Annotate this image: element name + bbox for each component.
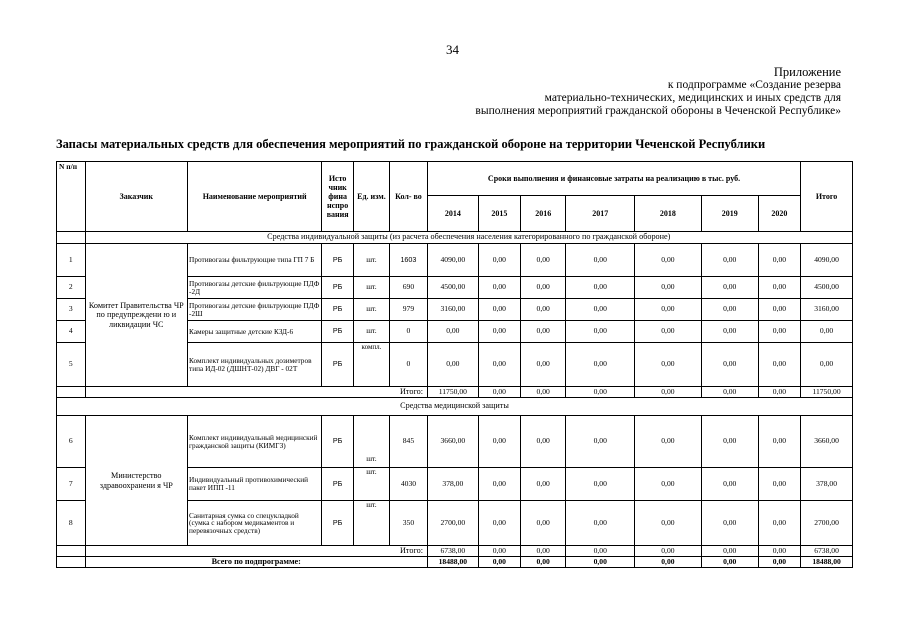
document-title: Запасы материальных средств для обеспечения мероприятий по гражданской обороне на территории Чеченской Республики [56, 137, 766, 151]
value-2018: 0,00 [635, 501, 702, 546]
subtotal-2018: 0,00 [635, 387, 702, 398]
value-2016: 0,00 [520, 468, 565, 501]
source: РБ [322, 321, 354, 343]
source: РБ [322, 501, 354, 546]
header-year: 2016 [520, 196, 565, 232]
value-2016: 0,00 [520, 277, 565, 299]
value-2020: 0,00 [758, 321, 800, 343]
grand-total-2020: 0,00 [758, 557, 800, 568]
value-2014: 0,00 [427, 343, 478, 387]
item-name: Комплект индивидуальный медицинский гражданской защиты (КИМГЗ) [188, 416, 322, 468]
subtotal-2015: 0,00 [478, 387, 520, 398]
subtotal-total: 6738,00 [801, 546, 853, 557]
section-title: Средства индивидуальной защиты (из расчета обеспечения населения категорированного по гражданской обороне) [85, 232, 852, 244]
value-2019: 0,00 [701, 468, 758, 501]
unit: шт. [353, 501, 389, 546]
source: РБ [322, 277, 354, 299]
header-num: N п/п [57, 162, 86, 232]
value-2017: 0,00 [566, 501, 635, 546]
subtotal-2016: 0,00 [520, 387, 565, 398]
grand-total-2016: 0,00 [520, 557, 565, 568]
row-num: 2 [57, 277, 86, 299]
value-2014: 2700,00 [427, 501, 478, 546]
supplies-table [56, 161, 853, 568]
subtotal-2015: 0,00 [478, 546, 520, 557]
value-2014: 0,00 [427, 321, 478, 343]
value-2017: 0,00 [566, 321, 635, 343]
row-num: 6 [57, 416, 86, 468]
value-2017: 0,00 [566, 468, 635, 501]
value-2015: 0,00 [478, 416, 520, 468]
grand-total-2017: 0,00 [566, 557, 635, 568]
qty: 350 [389, 501, 427, 546]
subtotal-2014: 6738,00 [427, 546, 478, 557]
value-2020: 0,00 [758, 501, 800, 546]
value-2020: 0,00 [758, 299, 800, 321]
row-num: 4 [57, 321, 86, 343]
row-num: 1 [57, 244, 86, 277]
value-2019: 0,00 [701, 416, 758, 468]
appendix-header [475, 66, 841, 118]
table-row [57, 416, 853, 468]
row-num: 3 [57, 299, 86, 321]
qty: 4030 [389, 468, 427, 501]
value-2019: 0,00 [701, 321, 758, 343]
header-year: 2015 [478, 196, 520, 232]
row-num: 5 [57, 343, 86, 387]
subtotal-2017: 0,00 [566, 387, 635, 398]
subtotal-2018: 0,00 [635, 546, 702, 557]
header-year: 2017 [566, 196, 635, 232]
section-spacer [57, 232, 86, 244]
value-2015: 0,00 [478, 277, 520, 299]
subtotal-2019: 0,00 [701, 546, 758, 557]
qty: 690 [389, 277, 427, 299]
unit: шт. [353, 299, 389, 321]
value-2018: 0,00 [635, 299, 702, 321]
subtotal-row [57, 387, 853, 398]
header-year: 2014 [427, 196, 478, 232]
value-2017: 0,00 [566, 277, 635, 299]
value-2019: 0,00 [701, 299, 758, 321]
row-num: 8 [57, 501, 86, 546]
value-2019: 0,00 [701, 501, 758, 546]
subtotal-2019: 0,00 [701, 387, 758, 398]
item-name: Противогазы детские фильтрующие ПДФ -2Д [188, 277, 322, 299]
value-2016: 0,00 [520, 244, 565, 277]
header-qty: Кол- во [389, 162, 427, 232]
qty: 845 [389, 416, 427, 468]
value-2015: 0,00 [478, 299, 520, 321]
subtotal-2017: 0,00 [566, 546, 635, 557]
header-period: Сроки выполнения и финансовые затраты на реализацию в тыс. руб. [427, 162, 800, 196]
item-name: Санитарная сумка со спецукладкой (сумка с набором медикаментов и перевязочных средств) [188, 501, 322, 546]
value-2020: 0,00 [758, 416, 800, 468]
source: РБ [322, 343, 354, 387]
unit: шт. [353, 468, 389, 501]
grand-total-spacer [57, 557, 86, 568]
source: РБ [322, 299, 354, 321]
unit: шт. [353, 244, 389, 277]
subtotal-row [57, 546, 853, 557]
item-name: Противогазы фильтрующие типа ГП 7 Б [188, 244, 322, 277]
unit: шт. [353, 321, 389, 343]
qty: 0 [389, 321, 427, 343]
row-total: 0,00 [801, 343, 853, 387]
value-2014: 378,00 [427, 468, 478, 501]
grand-total-2018: 0,00 [635, 557, 702, 568]
row-total: 4500,00 [801, 277, 853, 299]
subtotal-2020: 0,00 [758, 546, 800, 557]
subtotal-2016: 0,00 [520, 546, 565, 557]
qty: 0 [389, 343, 427, 387]
appendix-line: материально-технических, медицинских и иных средств для [544, 92, 841, 104]
value-2014: 3660,00 [427, 416, 478, 468]
item-name: Противогазы детские фильтрующие ПДФ -2Ш [188, 299, 322, 321]
item-name: Камеры защитные детские КЗД-6 [188, 321, 322, 343]
value-2015: 0,00 [478, 321, 520, 343]
customer-cell: Комитет Правительства ЧР по предупреждени ю и ликвидации ЧС [85, 244, 188, 387]
value-2015: 0,00 [478, 244, 520, 277]
page-number: 34 [446, 42, 459, 57]
value-2020: 0,00 [758, 244, 800, 277]
value-2020: 0,00 [758, 277, 800, 299]
value-2015: 0,00 [478, 343, 520, 387]
header-total: Итого [801, 162, 853, 232]
subtotal-total: 11750,00 [801, 387, 853, 398]
subtotal-spacer [57, 387, 86, 398]
qty: 1603 [389, 244, 427, 277]
value-2015: 0,00 [478, 501, 520, 546]
row-num: 7 [57, 468, 86, 501]
value-2018: 0,00 [635, 244, 702, 277]
value-2017: 0,00 [566, 244, 635, 277]
customer-cell: Министерство здравоохранени я ЧР [85, 416, 188, 546]
source: РБ [322, 468, 354, 501]
value-2014: 4090,00 [427, 244, 478, 277]
value-2018: 0,00 [635, 321, 702, 343]
item-name: Индивидуальный противохимический пакет ИПП -11 [188, 468, 322, 501]
source: РБ [322, 416, 354, 468]
grand-total-row [57, 557, 853, 568]
unit: компл. [353, 343, 389, 387]
section-title: Средства медицинской защиты [57, 398, 853, 416]
subtotal-label: Итого: [85, 387, 427, 398]
item-name: Комплект индивидуальных дозиметров типа ИД-02 (ДШНТ-02) ДВГ - 02Т [188, 343, 322, 387]
row-total: 0,00 [801, 321, 853, 343]
grand-total-2014: 18488,00 [427, 557, 478, 568]
header-year: 2018 [635, 196, 702, 232]
unit: шт. [353, 416, 389, 468]
unit: шт. [353, 277, 389, 299]
value-2017: 0,00 [566, 416, 635, 468]
value-2018: 0,00 [635, 343, 702, 387]
header-year: 2020 [758, 196, 800, 232]
grand-total-total: 18488,00 [801, 557, 853, 568]
header-source: Исто чник фина нспро вания [322, 162, 354, 232]
appendix-line: к подпрограмме «Создание резерва [667, 79, 841, 91]
value-2017: 0,00 [566, 343, 635, 387]
subtotal-2020: 0,00 [758, 387, 800, 398]
subtotal-spacer [57, 546, 86, 557]
row-total: 378,00 [801, 468, 853, 501]
value-2018: 0,00 [635, 277, 702, 299]
grand-total-2015: 0,00 [478, 557, 520, 568]
row-total: 3160,00 [801, 299, 853, 321]
value-2016: 0,00 [520, 416, 565, 468]
value-2019: 0,00 [701, 244, 758, 277]
grand-total-2019: 0,00 [701, 557, 758, 568]
source: РБ [322, 244, 354, 277]
value-2020: 0,00 [758, 468, 800, 501]
value-2019: 0,00 [701, 277, 758, 299]
row-total: 2700,00 [801, 501, 853, 546]
value-2016: 0,00 [520, 321, 565, 343]
row-total: 3660,00 [801, 416, 853, 468]
qty: 979 [389, 299, 427, 321]
value-2016: 0,00 [520, 501, 565, 546]
value-2017: 0,00 [566, 299, 635, 321]
header-year: 2019 [701, 196, 758, 232]
appendix-line: выполнения мероприятий гражданской обороны в Чеченской Республике» [475, 105, 841, 117]
value-2018: 0,00 [635, 468, 702, 501]
value-2018: 0,00 [635, 416, 702, 468]
header-name: Наименование мероприятий [188, 162, 322, 232]
value-2020: 0,00 [758, 343, 800, 387]
grand-total-label: Всего по подпрограмме: [85, 557, 427, 568]
table-row [57, 244, 853, 277]
value-2019: 0,00 [701, 343, 758, 387]
appendix-title: Приложение [773, 65, 841, 79]
value-2016: 0,00 [520, 299, 565, 321]
value-2015: 0,00 [478, 468, 520, 501]
subtotal-2014: 11750,00 [427, 387, 478, 398]
value-2014: 3160,00 [427, 299, 478, 321]
value-2014: 4500,00 [427, 277, 478, 299]
value-2016: 0,00 [520, 343, 565, 387]
header-customer: Заказчик [85, 162, 188, 232]
header-unit: Ед. изм. [353, 162, 389, 232]
subtotal-label: Итого: [85, 546, 427, 557]
row-total: 4090,00 [801, 244, 853, 277]
